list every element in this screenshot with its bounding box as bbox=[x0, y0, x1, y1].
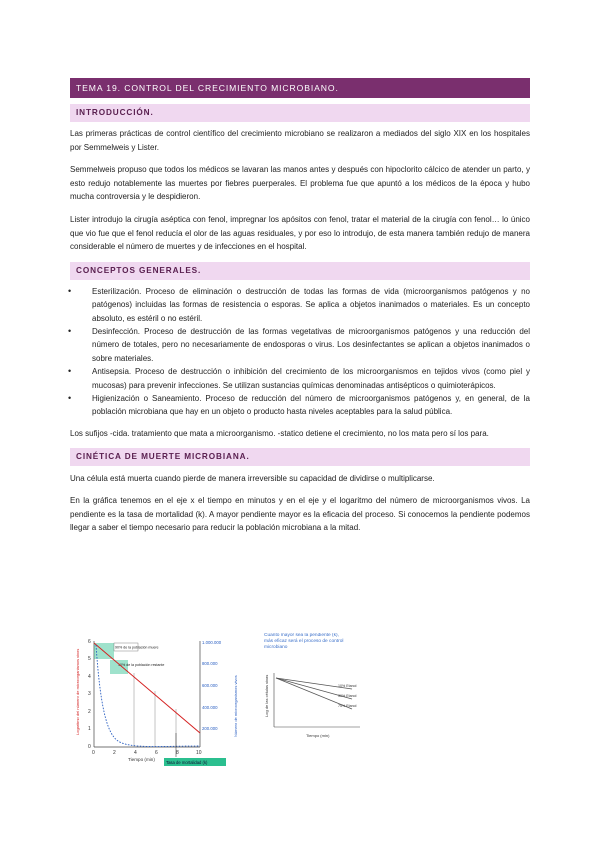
log-survival-line bbox=[94, 643, 200, 733]
x-axis-label: Tiempo (min) bbox=[128, 757, 155, 762]
ethanol-chart-svg bbox=[256, 633, 392, 745]
series-label-30: 30% Etanol bbox=[338, 694, 357, 698]
cinetica-paragraph-2: En la gráfica tenemos en el eje x el tiempo en minutos y en el eje y el logaritmo del número de microorganismos vivos. La pendiente es la tasa de mortalidad (k). A mayor pendiente mayor es la eficacia del proceso. Si conocemos la pendiente podemos llegar a saber el tiempo necesario para reducir la población microbiana a la mitad. bbox=[70, 496, 530, 533]
bullet-icon: • bbox=[68, 285, 72, 296]
intro-paragraph-1: Las primeras prácticas de control científico del crecimiento microbiano se realizaron a mediados del siglo XIX en los hospitales por Semmelweis y Lister. bbox=[70, 129, 530, 152]
list-item: • Antisepsia. Proceso de destrucción o inhibición del crecimiento de los microorganismos en tejidos vivos (como piel y mucosas) para prevenir infecciones. Se utilizan sustancias químicas denominadas antisépticos o quimioterápicos. bbox=[68, 366, 530, 390]
list-item: • Higienización o Saneamiento. Proceso de reducción del número de microorganismos patógenos y, en general, de la población microbiana que hay en un objeto o producto hasta niveles aceptables para la salud pública. bbox=[68, 393, 530, 417]
right-tick: 400.000 bbox=[202, 705, 218, 710]
left-tick: 5 bbox=[88, 656, 91, 662]
intro-paragraph-3: Lister introdujo la cirugía aséptica con fenol, impregnar los apósitos con fenol, tratar el material de la cirugía con fenol… lo único que vio fue que el fenol reducía el olor de las aguas residuales, y por eso lo introdujo, de esta manera también redujo de manera considerable el número de muertes y de infecciones en el hospital. bbox=[70, 214, 530, 252]
bullet-icon: • bbox=[68, 393, 72, 403]
rate-label: Tasa de mortalidad (k) bbox=[166, 759, 208, 765]
series-label-10: 10% Etanol bbox=[338, 684, 357, 688]
y-left-axis-label: Logaritmo del número de microorganismos vivos bbox=[75, 648, 80, 735]
y-axis-label: Log de las células vivas bbox=[264, 674, 269, 717]
x-axis-label: Tiempo (min) bbox=[306, 733, 330, 738]
document-title: TEMA 19. CONTROL DEL CRECIMIENTO MICROBIANO. bbox=[70, 78, 530, 98]
label-90: 90% de la población muere bbox=[115, 645, 159, 650]
left-tick: 3 bbox=[88, 691, 91, 697]
left-tick: 0 bbox=[88, 744, 91, 750]
right-tick: 800.000 bbox=[202, 661, 218, 666]
figure-ethanol-comparison bbox=[256, 633, 392, 745]
section-heading-cinetica: CINÉTICA DE MUERTE MICROBIANA. bbox=[70, 448, 530, 466]
right-tick: 1.000.000 bbox=[202, 640, 222, 645]
x-tick: 8 bbox=[176, 750, 179, 756]
list-item: • Desinfección. Proceso de destrucción de las formas vegetativas de microorganismos patógenos y una reducción del número de totales, pero no necesariamente de endosporas o virus. Los desinfectantes se aplican a objetos inanimados o sobre materiales. bbox=[68, 325, 530, 363]
left-tick: 4 bbox=[88, 674, 91, 680]
series-label-75: 75% Etanol bbox=[338, 704, 357, 708]
x-tick: 10 bbox=[196, 750, 202, 756]
survival-curve-svg bbox=[72, 633, 240, 769]
x-tick: 4 bbox=[134, 750, 137, 756]
bullet-icon: • bbox=[68, 366, 72, 377]
x-tick: 6 bbox=[155, 750, 158, 756]
left-tick: 2 bbox=[88, 709, 91, 715]
x-tick: 0 bbox=[92, 750, 95, 756]
slope-note: Cuanto mayor sea la pendiente (k), más eficaz será el proceso de control microbiano bbox=[264, 633, 344, 650]
concept-list bbox=[70, 285, 530, 419]
cinetica-paragraph-1: Una célula está muerta cuando pierde de manera irreversible su capacidad de dividirse o multiplicarse. bbox=[70, 474, 435, 484]
suffixes-paragraph: Los sufijos -cida. tratamiento que mata a microorganismo. -statico detiene el crecimiento, no los mata pero sí los para. bbox=[70, 428, 489, 438]
list-item: • Esterilización. Proceso de eliminación o destrucción de todas las formas de vida (microorganismos patógenos y no patógenos) incluidas las formas de resistencia o esporas. Se aplica a objetos inanimados o materiales. Es un concepto absoluto, es estéril o no estéril. bbox=[68, 285, 530, 323]
right-tick: 600.000 bbox=[202, 683, 218, 688]
bullet-icon: • bbox=[68, 325, 72, 336]
left-tick: 1 bbox=[88, 726, 91, 732]
x-tick: 2 bbox=[113, 750, 116, 756]
intro-paragraph-2: Semmelweis propuso que todos los médicos se lavaran las manos antes y después con hipoclorito cálcico de atender un parto, y esto redujo notablemente las muertes por fiebres puerperales. El problema fue que apuntó a los médicos de la época y hubo mucha controversia y le despidieron. bbox=[70, 165, 530, 202]
left-tick: 6 bbox=[88, 639, 91, 645]
section-heading-introduccion: INTRODUCCIÓN. bbox=[70, 104, 530, 122]
label-10: 10% de la población restante bbox=[118, 663, 165, 667]
figure-survival-curve bbox=[72, 633, 240, 769]
section-heading-conceptos: CONCEPTOS GENERALES. bbox=[70, 262, 530, 280]
y-right-axis-label: Número de microorganismos vivos bbox=[233, 675, 238, 737]
right-tick: 200.000 bbox=[202, 726, 218, 731]
